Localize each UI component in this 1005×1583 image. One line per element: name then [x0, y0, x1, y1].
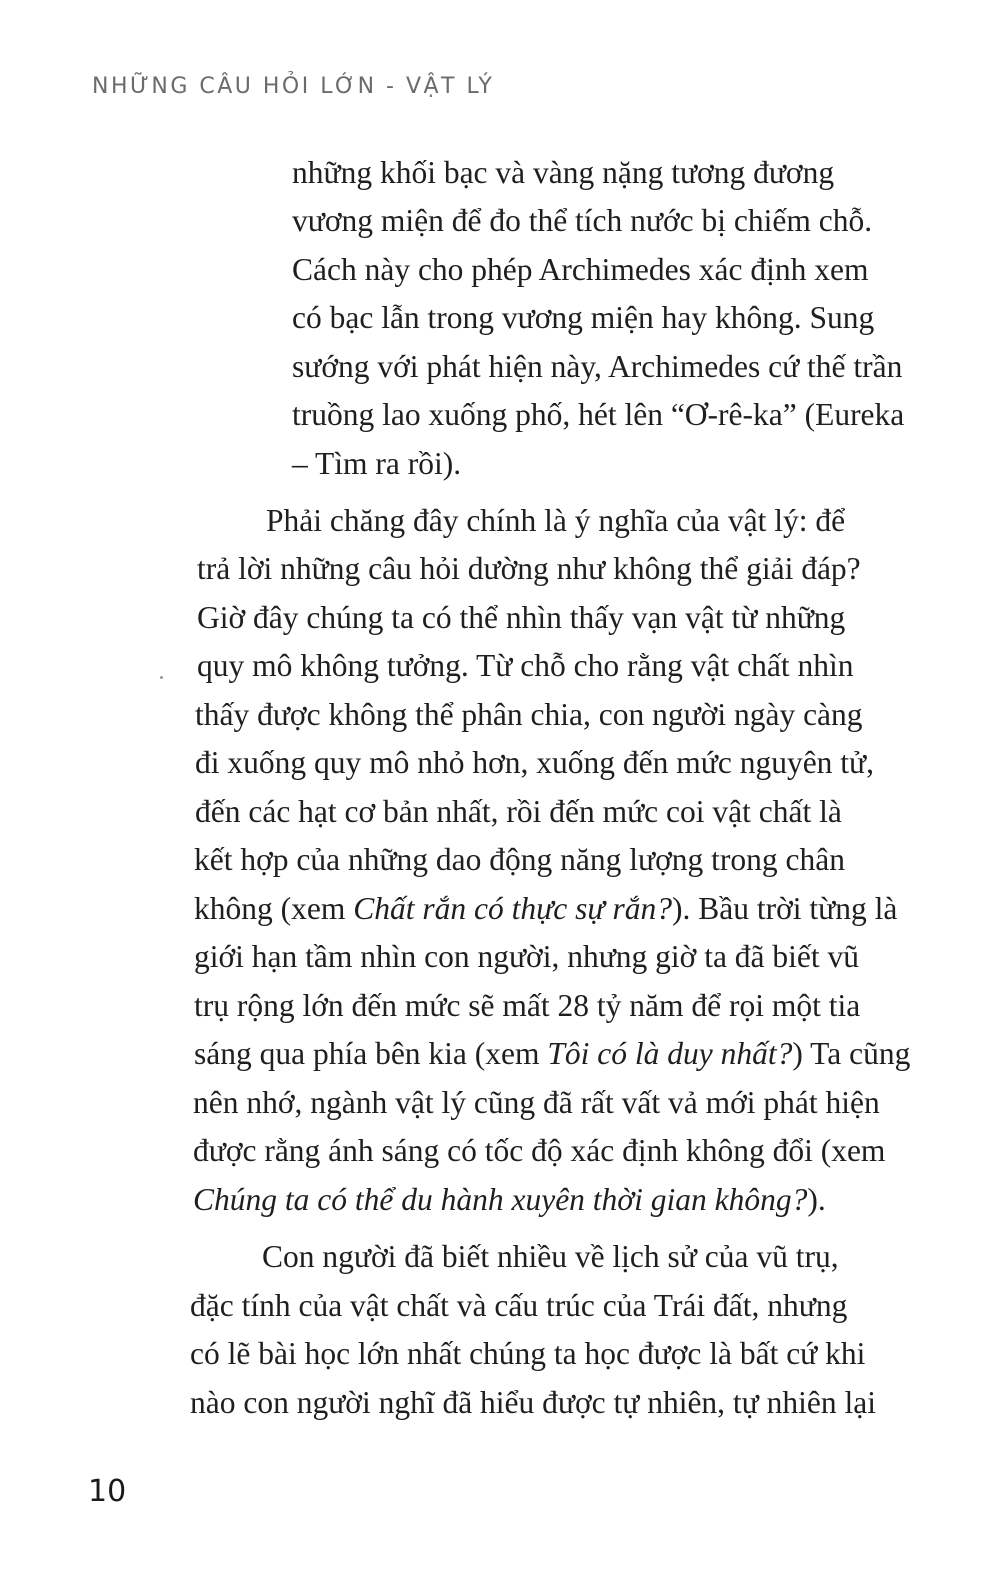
cross-reference: Chất rắn có thực sự rắn?: [353, 891, 672, 926]
body-line: đặc tính của vật chất và cấu trúc của Trái đất, nhưng: [190, 1288, 848, 1323]
body-line: Phải chăng đây chính là ý nghĩa của vật lý: để: [266, 503, 846, 538]
body-text: ).: [807, 1182, 826, 1217]
body-line: kết hợp của những dao động năng lượng trong chân: [194, 842, 845, 877]
quote-line: truồng lao xuống phố, hét lên “Ơ-rê-ka” (Eureka: [292, 397, 905, 432]
body-text: không (xem: [194, 891, 354, 926]
body-line: nào con người nghĩ đã hiểu được tự nhiên, tự nhiên lại: [190, 1385, 876, 1420]
running-header: NHỮNG CÂU HỎI LỚN - VẬT LÝ: [92, 74, 495, 99]
body-text: ) Ta cũng: [792, 1036, 911, 1071]
body-line: đi xuống quy mô nhỏ hơn, xuống đến mức nguyên tử,: [195, 745, 875, 780]
body-line: quy mô không tưởng. Từ chỗ cho rằng vật chất nhìn: [197, 648, 854, 683]
body-text: ). Bầu trời từng là: [671, 891, 898, 926]
quote-line: sướng với phát hiện này, Archimedes cứ thế trần: [292, 349, 903, 384]
body-text: sáng qua phía bên kia (xem: [194, 1036, 548, 1071]
quote-line: những khối bạc và vàng nặng tương đương: [292, 155, 835, 190]
body-line: Giờ đây chúng ta có thể nhìn thấy vạn vật từ những: [197, 600, 846, 635]
page-number: 10: [88, 1474, 127, 1509]
body-line: trụ rộng lớn đến mức sẽ mất 28 tỷ năm để rọi một tia: [194, 988, 861, 1023]
body-line: trả lời những câu hỏi dường như không thể giải đáp?: [197, 551, 861, 586]
cross-reference: Chúng ta có thể du hành xuyên thời gian không?: [193, 1182, 808, 1217]
body-line: có lẽ bài học lớn nhất chúng ta học được là bất cứ khi: [190, 1336, 866, 1371]
body-line: [194, 893, 897, 925]
cross-reference: Tôi có là duy nhất?: [547, 1036, 793, 1071]
body-line: đến các hạt cơ bản nhất, rồi đến mức coi vật chất là: [195, 794, 842, 829]
body-line: [193, 1184, 826, 1216]
body-line: thấy được không thể phân chia, con người ngày càng: [195, 697, 863, 732]
body-line: giới hạn tầm nhìn con người, nhưng giờ ta đã biết vũ: [194, 939, 860, 974]
body-line: nên nhớ, ngành vật lý cũng đã rất vất vả mới phát hiện: [193, 1085, 880, 1120]
body-line: được rằng ánh sáng có tốc độ xác định không đổi (xem: [193, 1133, 886, 1168]
quote-line: – Tìm ra rồi).: [292, 446, 462, 481]
quote-line: vương miện để đo thể tích nước bị chiếm chỗ.: [292, 203, 873, 238]
quote-line: Cách này cho phép Archimedes xác định xem: [292, 252, 869, 287]
body-line: [194, 1038, 910, 1070]
body-line: Con người đã biết nhiều về lịch sử của vũ trụ,: [262, 1239, 839, 1274]
quote-line: có bạc lẫn trong vương miện hay không. Sung: [292, 300, 875, 335]
print-speck: [160, 676, 163, 679]
